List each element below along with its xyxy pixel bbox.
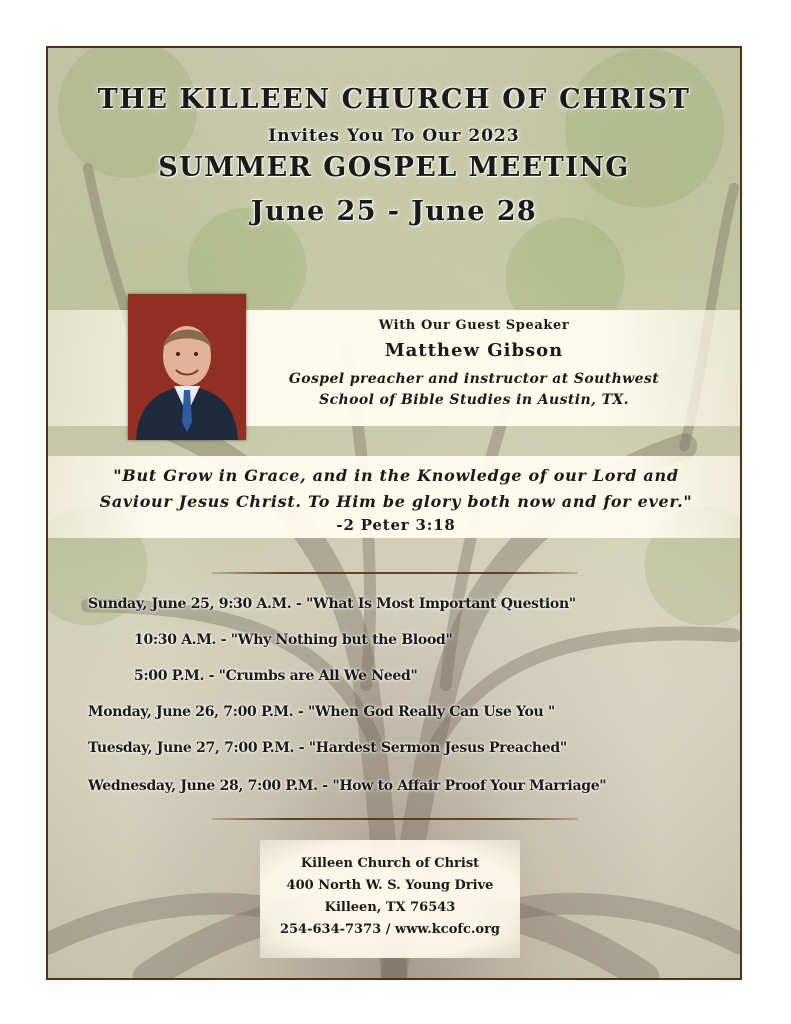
schedule-item: Wednesday, June 28, 7:00 P.M. - "How to Affair Proof Your Marriage" <box>88 778 607 794</box>
contact-name: Killeen Church of Christ <box>300 856 480 871</box>
flyer <box>46 46 742 980</box>
speaker-name: Matthew Gibson <box>384 340 564 361</box>
contact-city: Killeen, TX 76543 <box>324 900 456 915</box>
divider-bottom <box>212 818 578 820</box>
schedule-item: Tuesday, June 27, 7:00 P.M. - "Hardest Sermon Jesus Preached" <box>88 740 567 756</box>
verse-reference: -2 Peter 3:18 <box>336 516 456 534</box>
schedule-item: 10:30 A.M. - "Why Nothing but the Blood" <box>134 632 453 648</box>
speaker-photo <box>128 294 246 440</box>
church-name-heading: THE KILLEEN CHURCH OF CHRIST <box>97 84 691 115</box>
schedule-item: 5:00 P.M. - "Crumbs are All We Need" <box>134 668 418 684</box>
schedule-item: Sunday, June 25, 9:30 A.M. - "What Is Most Important Question" <box>88 596 576 612</box>
event-dates: June 25 - June 28 <box>250 196 538 227</box>
invite-line: Invites You To Our 2023 <box>268 126 520 146</box>
divider-top <box>212 572 578 574</box>
verse-line2: Saviour Jesus Christ. To Him be glory both now and for ever." <box>99 492 693 511</box>
speaker-intro: With Our Guest Speaker <box>378 318 570 333</box>
event-title: SUMMER GOSPEL MEETING <box>158 152 630 183</box>
speaker-bio-line1: Gospel preacher and instructor at Southwest <box>288 371 660 387</box>
contact-street: 400 North W. S. Young Drive <box>286 878 494 893</box>
verse-line1: "But Grow in Grace, and in the Knowledge of our Lord and <box>113 466 679 485</box>
schedule-item: Monday, June 26, 7:00 P.M. - "When God Really Can Use You " <box>88 704 555 720</box>
contact-phone-web: 254-634-7373 / www.kcofc.org <box>279 922 501 937</box>
speaker-bio-line2: School of Bible Studies in Austin, TX. <box>319 392 629 408</box>
